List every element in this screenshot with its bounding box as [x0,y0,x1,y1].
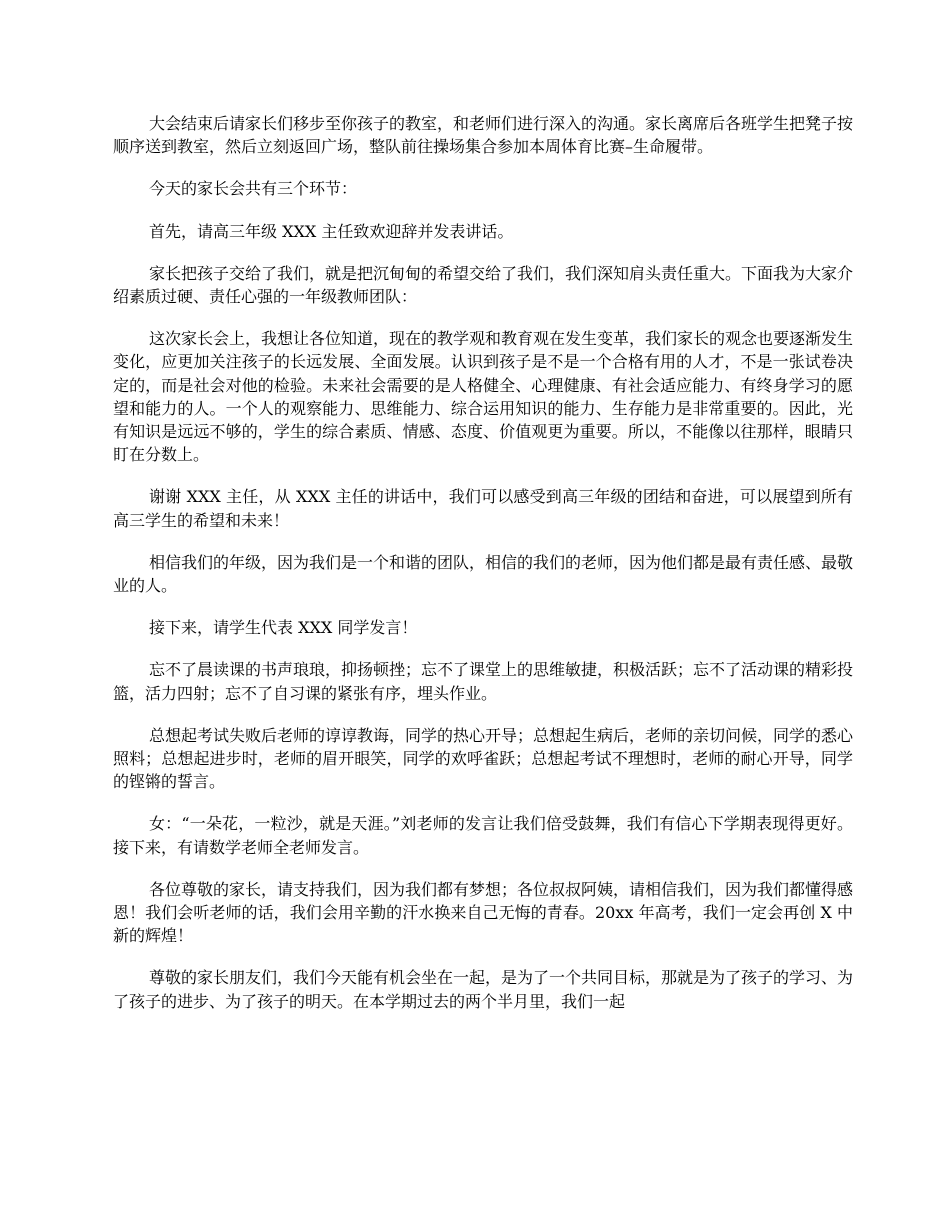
paragraph-5: 这次家长会上，我想让各位知道，现在的教学观和教育观在发生变革，我们家长的观念也要逐渐发生变化，应更加关注孩子的长远发展、全面发展。认识到孩子是不是一个合格有用的人才，不是一张试卷决定的，而是社会对他的检验。未来社会需要的是人格健全、心理健康、有社会适应能力、有终身学习的愿望和能力的人。一个人的观察能力、思维能力、综合运用知识的能力、生存能力是非常重要的。因此，光有知识是远远不够的，学生的综合素质、情感、态度、价值观更为重要。所以，不能像以往那样，眼睛只盯在分数上。 [113,329,854,465]
paragraph-2: 今天的家长会共有三个环节： [149,179,358,199]
paragraph-7: 相信我们的年级，因为我们是一个和谐的团队，相信的我们的老师，因为他们都是最有责任感、最敬业的人。 [113,552,854,596]
paragraph-11: 女：“一朵花，一粒沙，就是天涯。”刘老师的发言让我们倍受鼓舞，我们有信心下学期表现得更好。接下来，有请数学老师全老师发言。 [113,814,853,857]
paragraph-13: 尊敬的家长朋友们，我们今天能有机会坐在一起，是为了一个共同目标，那就是为了孩子的学习、为了孩子的进步、为了孩子的明天。在本学期过去的两个半月里，我们一起 [113,968,854,1011]
paragraph-3: 首先，请高三年级 XXX 主任致欢迎辞并发表讲话。 [149,221,514,241]
paragraph-6: 谢谢 XXX 主任，从 XXX 主任的讲话中，我们可以感受到高三年级的团结和奋进，可以展望到所有高三学生的希望和未来！ [113,487,853,530]
document-body [113,112,853,1032]
paragraph-8: 接下来，请学生代表 XXX 同学发言！ [149,618,418,638]
paragraph-4: 家长把孩子交给了我们，就是把沉甸甸的希望交给了我们，我们深知肩头责任重大。下面我为大家介绍素质过硬、责任心强的一年级教师团队： [113,263,854,307]
paragraph-1: 大会结束后请家长们移步至你孩子的教室，和老师们进行深入的沟通。家长离席后各班学生把凳子按顺序送到教室，然后立刻返回广场，整队前往操场集合参加本周体育比赛–生命履带。 [113,114,854,157]
paragraph-12: 各位尊敬的家长，请支持我们，因为我们都有梦想；各位叔叔阿姨，请相信我们，因为我们都懂得感恩！我们会听老师的话，我们会用辛勤的汗水换来自己无悔的青春。20xx 年高考，我们一定会再创 X 中新的辉煌！ [113,879,854,946]
paragraph-10: 总想起考试失败后老师的谆谆教诲，同学的热心开导；总想起生病后，老师的亲切问候，同学的悉心照料；总想起进步时，老师的眉开眼笑，同学的欢呼雀跃；总想起考试不理想时，老师的耐心开导，同学的铿锵的誓言。 [113,725,854,792]
paragraph-9: 忘不了晨读课的书声琅琅，抑扬顿挫；忘不了课堂上的思维敏捷，积极活跃；忘不了活动课的精彩投篮，活力四射；忘不了自习课的紧张有序，埋头作业。 [113,660,854,703]
